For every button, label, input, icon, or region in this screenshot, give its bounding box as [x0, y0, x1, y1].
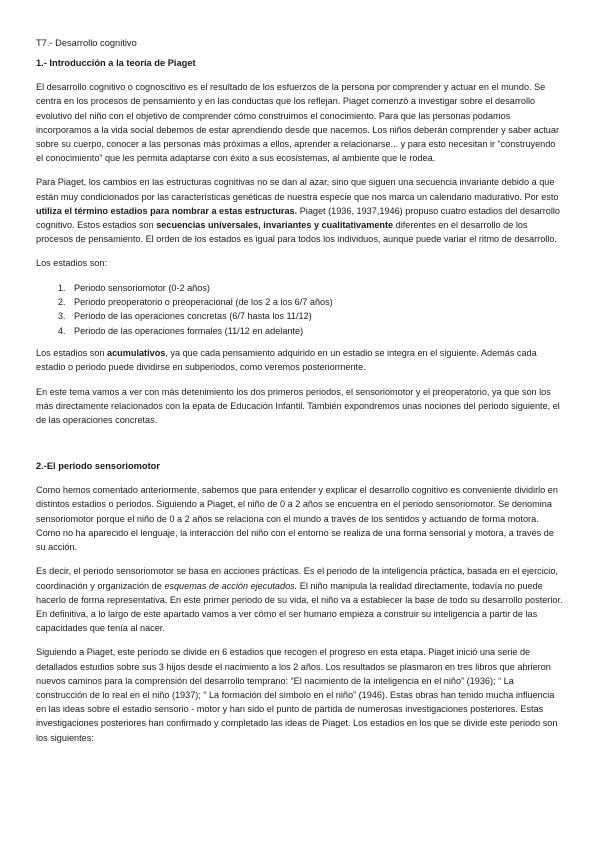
- section-2-paragraph-3: Siguiendo a Piaget, este período se divide en 6 estadios que recogen el progreso en esta etapa. Piaget inició una serie de detallados estudios sobre sus 3 hijos desde el nacimiento a los 2 años. Los resultados se plasmaron en tres libros que abrieron nuevos caminos para la comprensión del desarrollo temprano: “El nacimiento de la inteligencia en el niño” (1936); “ La construcción de lo real en el niño (1937); “ La formación del símbolo en el niño” (1946). Estas obras han tenido mucha influencia en las ideas sobre el estadio sensorio - motor y han sido el punto de partida de numerosas investigaciones posteriores. Estas investigaciones posteriores han confirmado y completado las ideas de Piaget. Los estadios en los que se divide este periodo son los siguientes:: [36, 647, 558, 743]
- section-2-heading: 2.-El periodo sensoriomotor: [36, 461, 160, 472]
- text-run: Para Piaget, los cambios en las estructuras cognitivas no se dan al azar, sino que siguen una secuencia invariante debido a que están muy condicionados por las características genéticas de nuestra especie que nos marca un calendario madurativo. Por esto: [36, 177, 559, 202]
- list-item: 4. Periodo de las operaciones formales (11/12 en adelante): [68, 324, 564, 338]
- stages-list: [36, 281, 564, 339]
- section-2-paragraph-2: [36, 564, 564, 635]
- section-1-paragraph-1: El desarrollo cognitivo o cognoscitivo es el resultado de los esfuerzos de la persona por comprender y actuar en el mundo. Se centra en los procesos de pensamiento y en las conductas que los reflejan. Piaget comenzó a investigar sobre el desarrollo evolutivo del niño con el objetivo de comprender cómo construimos el conocimiento. Para que las personas podamos incorporamos a la vida social debemos de estar aprendiendo desde que nacemos. Los niños deberán comprender y saber actuar sobre su cuerpo, conocer a las personas más próximas a ellos, aprender a relacionarse... y para esto necesitan ir “construyendo el conocimiento” que les permita adaptarse con éxito a sus ecosistemas, al ambiente que le rodea.: [36, 82, 559, 164]
- text-run: Piaget (1936, 1937,1946) propuso cuatro estadios del desarrollo cognitivo. Estos estadios son: [36, 205, 560, 231]
- text-run: , ya que cada pensamiento adquirido en un estadio se integra en el siguiente. Además cada estadio o periodo puede dividirse en subperiodos, como veremos posteriormente.: [36, 348, 537, 373]
- bold-text-run: secuencias universales, invariantes y cualitativamente: [156, 220, 394, 231]
- section-1-heading: 1.- Introducción a la teoría de Piaget: [36, 58, 196, 69]
- section-1-paragraph-2: [36, 175, 564, 246]
- italic-text-run: esquemas de acción ejecutados.: [164, 580, 298, 591]
- list-item: 1. Periodo sensoriomotor (0-2 años): [68, 281, 564, 295]
- stages-list-intro: Los estadios son:: [36, 258, 108, 269]
- list-item: 2. Periodo preoperatorio o preoperacional (de los 2 a los 6/7 años): [68, 295, 564, 309]
- text-run: Los estadios son: [36, 348, 108, 359]
- list-item: 3. Periodo de las operaciones concretas (6/7 hasta los 11/12): [68, 309, 564, 323]
- bold-text-run: utiliza el término estadios para nombrar a estas estructuras.: [36, 205, 298, 216]
- section-1-paragraph-3: [36, 346, 564, 374]
- section-spacer: [36, 437, 564, 459]
- text-run: Es decir, el periodo sensoriomotor se basa en acciones prácticas. Es el periodo de la inteligencia práctica, basada en el ejercicio, coordinación y organización de: [36, 566, 558, 591]
- text-run: El niño manipula la realidad directamente, todavía no puede hacerlo de forma representativa. En este primer periodo de su vida, el niño va a establecer la base de todo su desarrollo posterior. En definitiva, a lo largo de este apartado vamos a ver cómo el ser humano empieza a construir su inteligencia a partir de las capacidades que tenía al nacer.: [36, 580, 563, 634]
- section-1-paragraph-4: En este tema vamos a ver con más detenimiento los dos primeros periodos, el sensoriomotor y el preoperatorio, ya que son los más directamente relacionados con la epata de Educación Infantil. También expondremos unas nociones del periodo siguiente, el de las operaciones concretas.: [36, 386, 560, 426]
- text-run: diferentes en el desarrollo de los procesos de pensamiento. El orden de los estados es igual para todos los individuos, aunque puede variar el ritmo de desarrollo.: [36, 220, 557, 245]
- bold-text-run: acumulativos: [107, 348, 166, 359]
- document-title: T7.- Desarrollo cognitivo: [36, 38, 137, 48]
- section-2-paragraph-1: Como hemos comentado anteriormente, sabemos que para entender y explicar el desarrollo cognitivo es conveniente dividirlo en distintos estadios o periodos. Siguiendo a Piaget, el niño de 0 a 2 años se encuentra en el periodo sensoriomotor. Se denomina sensoriomotor porque el niño de 0 a 2 años se relaciona con el mundo a través de los sentidos y actuando de forma motora. Como no ha aparecido el lenguaje, la interacción del niño con el entorno se realiza de una forma sensorial y motora, a través de su acción.: [36, 485, 558, 553]
